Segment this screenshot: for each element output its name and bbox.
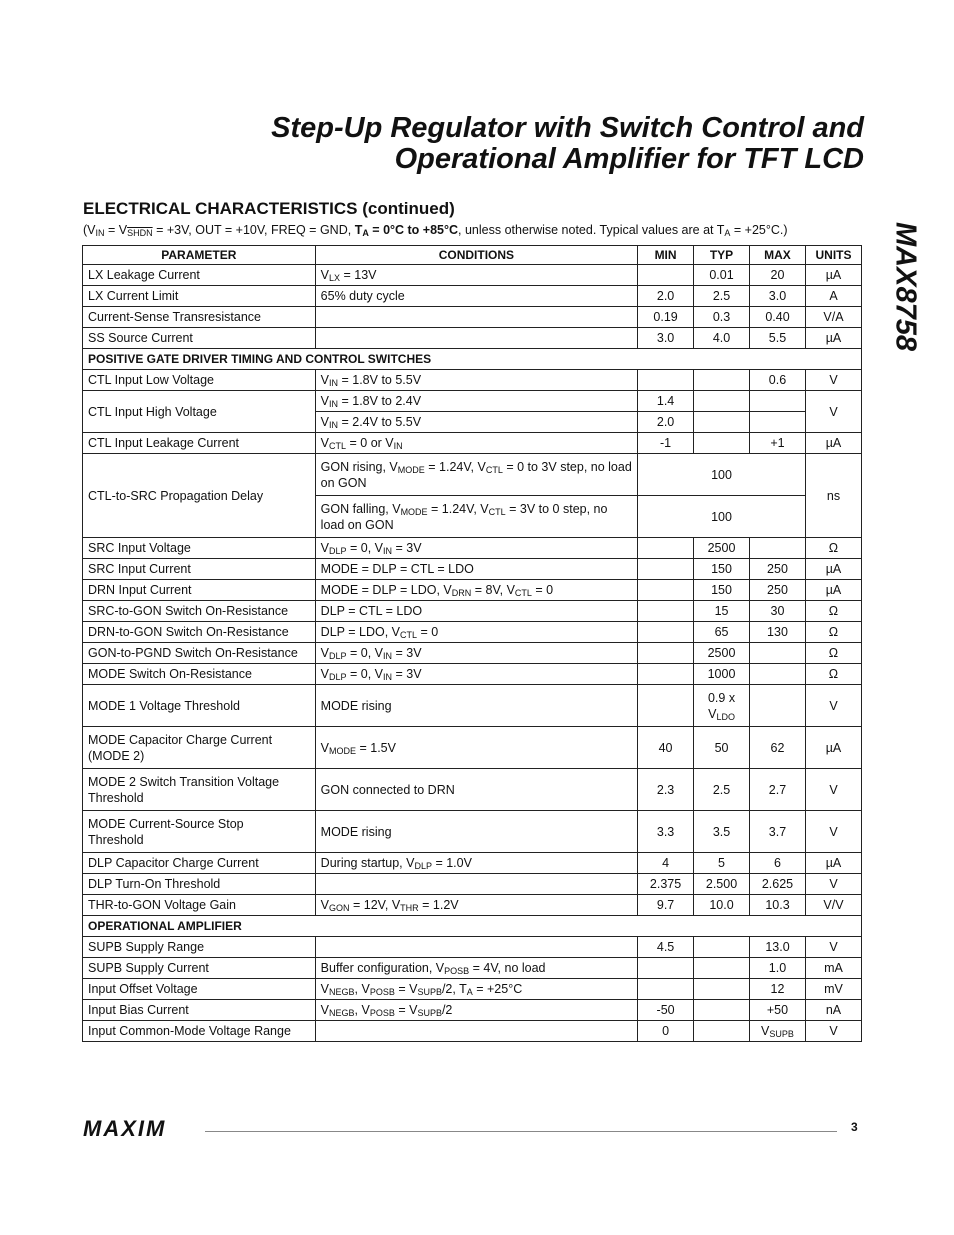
- param-cell: SS Source Current: [83, 328, 316, 349]
- conditions-cell: [315, 328, 637, 349]
- typ-cell: 100: [638, 454, 806, 496]
- table-row: [83, 874, 862, 895]
- max-cell: 12: [750, 979, 806, 1000]
- units-cell: V: [805, 391, 861, 433]
- max-cell: 20: [750, 265, 806, 286]
- typ-cell: 2.500: [694, 874, 750, 895]
- min-cell: [638, 664, 694, 685]
- table-row: [83, 1000, 862, 1021]
- min-cell: [638, 685, 694, 727]
- typ-cell: 50: [694, 727, 750, 769]
- conditions-cell: $V_{GON} = 12V$, $V_{THR} = 1.2V$: [315, 895, 637, 916]
- param-line-1: MODE 2 Switch Transition Voltage: [88, 774, 280, 789]
- typ-cell: 100: [638, 496, 806, 538]
- min-cell: 0: [638, 1021, 694, 1042]
- table-row: [83, 853, 862, 874]
- units-cell: mV: [805, 979, 861, 1000]
- document-title: [271, 113, 864, 175]
- min-cell: [638, 370, 694, 391]
- min-cell: [638, 979, 694, 1000]
- title-line-1: Step-Up Regulator with Switch Control and: [271, 112, 864, 144]
- max-cell: [750, 643, 806, 664]
- header-min: MIN: [638, 246, 694, 265]
- table-row: [83, 685, 862, 727]
- param-line-1: MODE Capacitor Charge Current: [88, 732, 273, 747]
- param-cell: CTL Input High Voltage: [83, 391, 316, 433]
- units-cell: V: [805, 937, 861, 958]
- param-cell: SUPB Supply Range: [83, 937, 316, 958]
- units-cell: V: [805, 874, 861, 895]
- typ-cell: [694, 1000, 750, 1021]
- header-parameter: PARAMETER: [83, 246, 316, 265]
- max-cell: 10.3: [750, 895, 806, 916]
- min-cell: 2.375: [638, 874, 694, 895]
- min-cell: 3.0: [638, 328, 694, 349]
- min-cell: [638, 580, 694, 601]
- param-cell: SUPB Supply Current: [83, 958, 316, 979]
- units-cell: V/V: [805, 895, 861, 916]
- param-cell: DRN-to-GON Switch On-Resistance: [83, 622, 316, 643]
- min-cell: [638, 958, 694, 979]
- param-cell: GON-to-PGND Switch On-Resistance: [83, 643, 316, 664]
- min-cell: [638, 622, 694, 643]
- param-cell: Input Bias Current: [83, 1000, 316, 1021]
- min-cell: 2.3: [638, 769, 694, 811]
- param-cell: [83, 769, 316, 811]
- table-row: [83, 265, 862, 286]
- min-cell: [638, 538, 694, 559]
- conditions-cell: [315, 874, 637, 895]
- units-cell: µA: [805, 433, 861, 454]
- conditions-cell: GON rising, $V_{MODE} = 1.24V$, $V_{CTL} = 0$ to 3V step, no load on GON: [315, 454, 637, 496]
- part-number: MAX8758: [889, 222, 922, 351]
- table-row: [83, 937, 862, 958]
- param-cell: Current-Sense Transresistance: [83, 307, 316, 328]
- max-cell: 0.40: [750, 307, 806, 328]
- units-cell: µA: [805, 328, 861, 349]
- typ-cell: 2500: [694, 538, 750, 559]
- typ-cell: 2500: [694, 643, 750, 664]
- typ-cell: 1000: [694, 664, 750, 685]
- max-cell: 1.0: [750, 958, 806, 979]
- units-cell: µA: [805, 559, 861, 580]
- conditions-cell: $V_{MODE} = 1.5V$: [315, 727, 637, 769]
- min-cell: [638, 265, 694, 286]
- typ-cell: 10.0: [694, 895, 750, 916]
- conditions-cell: DLP = LDO, $V_{CTL} = 0$: [315, 622, 637, 643]
- typ-cell: [694, 370, 750, 391]
- table-row: [83, 433, 862, 454]
- max-cell: 2.7: [750, 769, 806, 811]
- param-line-2: (MODE 2): [88, 748, 145, 763]
- units-cell: Ω: [805, 538, 861, 559]
- max-cell: 5.5: [750, 328, 806, 349]
- param-cell: CTL Input Leakage Current: [83, 433, 316, 454]
- param-line-1: MODE Current-Source Stop: [88, 816, 244, 831]
- units-cell: V/A: [805, 307, 861, 328]
- conditions-cell: [315, 1021, 637, 1042]
- page-number: 3: [851, 1120, 858, 1134]
- max-cell: +50: [750, 1000, 806, 1021]
- typ-cell: [694, 391, 750, 412]
- header-typ: TYP: [694, 246, 750, 265]
- typ-cell: 150: [694, 580, 750, 601]
- side-part-number: [878, 200, 922, 370]
- max-cell: +1: [750, 433, 806, 454]
- max-cell: [750, 685, 806, 727]
- min-cell: 4.5: [638, 937, 694, 958]
- units-cell: µA: [805, 580, 861, 601]
- param-cell: SRC Input Voltage: [83, 538, 316, 559]
- table-row: [83, 811, 862, 853]
- min-cell: 0.19: [638, 307, 694, 328]
- table-row: [83, 328, 862, 349]
- param-cell: SRC Input Current: [83, 559, 316, 580]
- units-cell: mA: [805, 958, 861, 979]
- conditions-cell: $V_{DLP} = 0$, $V_{IN} = 3V$: [315, 664, 637, 685]
- units-cell: Ω: [805, 664, 861, 685]
- conditions-cell: MODE rising: [315, 811, 637, 853]
- max-cell: 30: [750, 601, 806, 622]
- table-row: [83, 1021, 862, 1042]
- typ-cell: 4.0: [694, 328, 750, 349]
- typ-cell: [694, 937, 750, 958]
- max-cell: 250: [750, 580, 806, 601]
- table-row: [83, 370, 862, 391]
- test-conditions: ($V_{IN} = V_{SHDN} = +3V$, OUT = +10V, FREQ = GND, $T_A = 0^\circ C$ to +85°C, unless otherwise noted. Typical values are at $T_A = +25^\circ C$.): [83, 223, 788, 238]
- conditions-cell: DLP = CTL = LDO: [315, 601, 637, 622]
- table-row: [83, 895, 862, 916]
- min-cell: 1.4: [638, 391, 694, 412]
- conditions-cell: MODE = DLP = LDO, $V_{DRN} = 8V$, $V_{CTL} = 0$: [315, 580, 637, 601]
- conditions-cell: $V_{NEGB}$, $V_{POSB} = V_{SUPB}/2$: [315, 1000, 637, 1021]
- table-row: [83, 580, 862, 601]
- max-cell: 3.7: [750, 811, 806, 853]
- param-cell: LX Current Limit: [83, 286, 316, 307]
- conditions-cell: $V_{IN} = 2.4V$ to 5.5V: [315, 412, 637, 433]
- units-cell: V: [805, 685, 861, 727]
- conditions-cell: GON falling, $V_{MODE} = 1.24V$, $V_{CTL} = 3V$ to 0 step, no load on GON: [315, 496, 637, 538]
- table-row: [83, 538, 862, 559]
- units-cell: V: [805, 769, 861, 811]
- title-line-2: Operational Amplifier for TFT LCD: [394, 143, 864, 175]
- electrical-characteristics-table: [82, 245, 862, 1042]
- max-cell: 13.0: [750, 937, 806, 958]
- param-cell: DLP Capacitor Charge Current: [83, 853, 316, 874]
- typ-cell: 2.5: [694, 286, 750, 307]
- param-cell: CTL Input Low Voltage: [83, 370, 316, 391]
- max-cell: [750, 391, 806, 412]
- units-cell: V: [805, 1021, 861, 1042]
- typ-cell: 0.3: [694, 307, 750, 328]
- maxim-logo: MAXIM: [83, 1116, 167, 1141]
- units-cell: ns: [805, 454, 861, 538]
- min-cell: 3.3: [638, 811, 694, 853]
- max-cell: 0.6: [750, 370, 806, 391]
- min-cell: [638, 643, 694, 664]
- typ-cell: 2.5: [694, 769, 750, 811]
- table-header-row: [83, 246, 862, 265]
- table-row: [83, 391, 862, 412]
- typ-cell: 15: [694, 601, 750, 622]
- min-cell: [638, 559, 694, 580]
- conditions-cell: $V_{NEGB}$, $V_{POSB} = V_{SUPB}/2$, $T_A = +25^\circ C$: [315, 979, 637, 1000]
- header-conditions: CONDITIONS: [315, 246, 637, 265]
- param-cell: MODE 1 Voltage Threshold: [83, 685, 316, 727]
- max-cell: 6: [750, 853, 806, 874]
- max-cell: 2.625: [750, 874, 806, 895]
- table-row: [83, 958, 862, 979]
- table-row: [83, 286, 862, 307]
- conditions-cell: [315, 937, 637, 958]
- table-row: [83, 454, 862, 496]
- table-row: [83, 622, 862, 643]
- param-cell: CTL-to-SRC Propagation Delay: [83, 454, 316, 538]
- min-cell: 2.0: [638, 412, 694, 433]
- conditions-cell: [315, 307, 637, 328]
- units-cell: µA: [805, 265, 861, 286]
- typ-value: 0.9 x: [707, 690, 736, 705]
- min-cell: 4: [638, 853, 694, 874]
- param-line-2: Threshold: [88, 790, 144, 805]
- typ-cell: 5: [694, 853, 750, 874]
- param-cell: DLP Turn-On Threshold: [83, 874, 316, 895]
- max-cell: 250: [750, 559, 806, 580]
- min-cell: 2.0: [638, 286, 694, 307]
- conditions-cell: $V_{IN} = 1.8V$ to 2.4V: [315, 391, 637, 412]
- units-cell: V: [805, 370, 861, 391]
- units-cell: Ω: [805, 601, 861, 622]
- table-row: [83, 601, 862, 622]
- typ-cell: 65: [694, 622, 750, 643]
- param-cell: MODE Switch On-Resistance: [83, 664, 316, 685]
- param-cell: [83, 811, 316, 853]
- table-row: [83, 727, 862, 769]
- typ-cell: [694, 979, 750, 1000]
- units-cell: µA: [805, 727, 861, 769]
- table-row: [83, 643, 862, 664]
- section-header: OPERATIONAL AMPLIFIER: [83, 916, 862, 937]
- conditions-cell: MODE rising: [315, 685, 637, 727]
- units-cell: A: [805, 286, 861, 307]
- conditions-cell: GON connected to DRN: [315, 769, 637, 811]
- param-cell: Input Offset Voltage: [83, 979, 316, 1000]
- table-row: [83, 307, 862, 328]
- conditions-cell: $V_{CTL} = 0$ or $V_{IN}$: [315, 433, 637, 454]
- table-row: [83, 559, 862, 580]
- conditions-cell: MODE = DLP = CTL = LDO: [315, 559, 637, 580]
- typ-cell: 0.9 x $V_{LDO}$: [694, 685, 750, 727]
- units-cell: µA: [805, 853, 861, 874]
- conditions-cell: $V_{DLP} = 0$, $V_{IN} = 3V$: [315, 538, 637, 559]
- footer-rule: [205, 1131, 837, 1132]
- conditions-cell: $V_{DLP} = 0$, $V_{IN} = 3V$: [315, 643, 637, 664]
- param-line-2: Threshold: [88, 832, 144, 847]
- min-cell: -50: [638, 1000, 694, 1021]
- table-row: [83, 664, 862, 685]
- typ-cell: [694, 412, 750, 433]
- param-cell: DRN Input Current: [83, 580, 316, 601]
- typ-cell: 150: [694, 559, 750, 580]
- section-title: ELECTRICAL CHARACTERISTICS (continued): [83, 199, 455, 218]
- conditions-cell: $V_{IN} = 1.8V$ to 5.5V: [315, 370, 637, 391]
- table-row: [83, 769, 862, 811]
- conditions-cell: $V_{LX} = 13V$: [315, 265, 637, 286]
- max-cell: [750, 664, 806, 685]
- units-cell: V: [805, 811, 861, 853]
- min-cell: 40: [638, 727, 694, 769]
- param-cell: Input Common-Mode Voltage Range: [83, 1021, 316, 1042]
- header-units: UNITS: [805, 246, 861, 265]
- param-cell: THR-to-GON Voltage Gain: [83, 895, 316, 916]
- section-header-row: [83, 349, 862, 370]
- max-cell: [750, 538, 806, 559]
- min-cell: -1: [638, 433, 694, 454]
- conditions-cell: During startup, $V_{DLP} = 1.0V$: [315, 853, 637, 874]
- section-header: POSITIVE GATE DRIVER TIMING AND CONTROL SWITCHES: [83, 349, 862, 370]
- min-cell: [638, 601, 694, 622]
- max-cell: [750, 412, 806, 433]
- max-cell: $V_{SUPB}$: [750, 1021, 806, 1042]
- typ-cell: [694, 1021, 750, 1042]
- units-cell: Ω: [805, 643, 861, 664]
- min-cell: 9.7: [638, 895, 694, 916]
- param-cell: [83, 727, 316, 769]
- typ-cell: [694, 958, 750, 979]
- max-cell: 3.0: [750, 286, 806, 307]
- section-header-row: [83, 916, 862, 937]
- param-cell: SRC-to-GON Switch On-Resistance: [83, 601, 316, 622]
- typ-cell: [694, 433, 750, 454]
- max-cell: 62: [750, 727, 806, 769]
- typ-cell: 0.01: [694, 265, 750, 286]
- typ-cell: 3.5: [694, 811, 750, 853]
- units-cell: nA: [805, 1000, 861, 1021]
- conditions-cell: 65% duty cycle: [315, 286, 637, 307]
- param-cell: LX Leakage Current: [83, 265, 316, 286]
- table-row: [83, 979, 862, 1000]
- conditions-cell: Buffer configuration, $V_{POSB} = 4V$, no load: [315, 958, 637, 979]
- units-cell: Ω: [805, 622, 861, 643]
- header-max: MAX: [750, 246, 806, 265]
- max-cell: 130: [750, 622, 806, 643]
